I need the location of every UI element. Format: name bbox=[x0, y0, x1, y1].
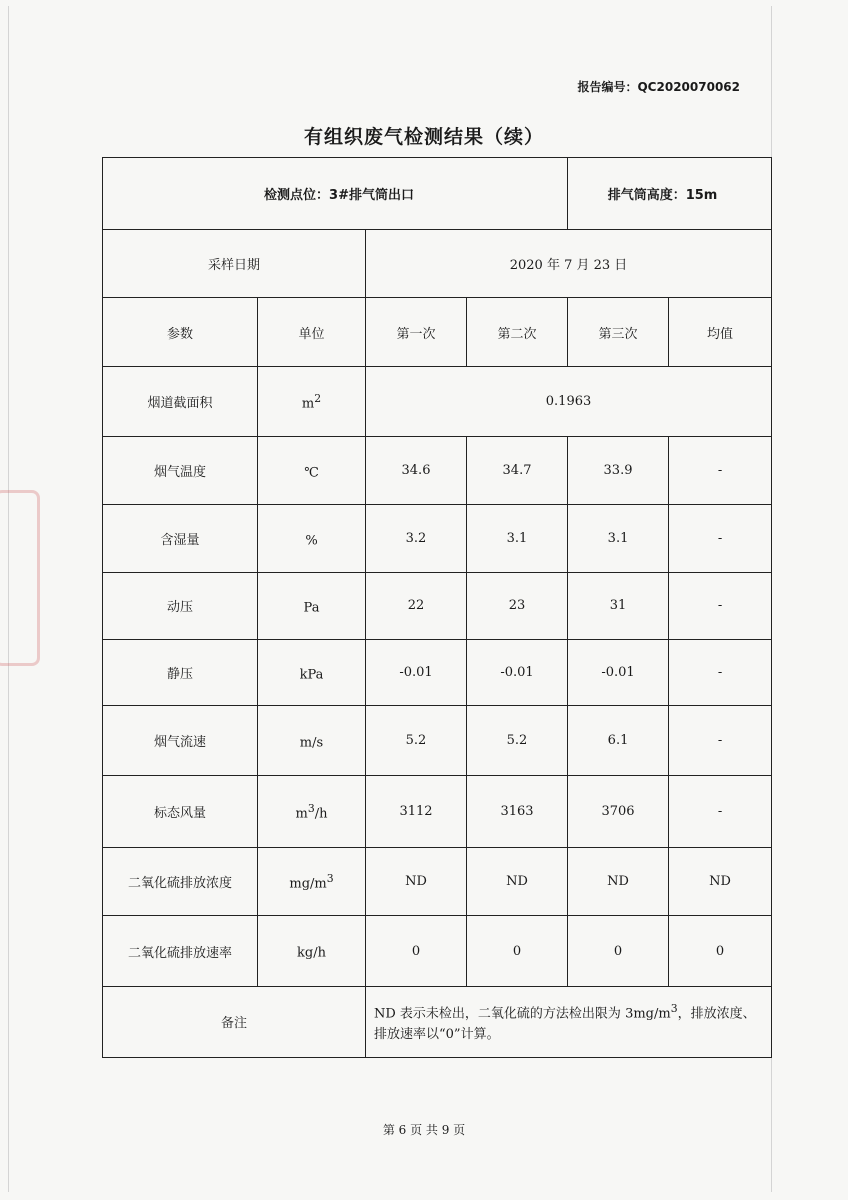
monitoring-location: 检测点位：3#排气筒出口 bbox=[103, 158, 568, 230]
run-3-value: 31 bbox=[568, 573, 669, 639]
run-2-value: 23 bbox=[467, 573, 568, 639]
average-value: - bbox=[669, 776, 772, 848]
run-1-value: 5.2 bbox=[366, 705, 467, 775]
run-3-value: ND bbox=[568, 848, 669, 916]
table-row bbox=[103, 639, 772, 705]
unit-cell bbox=[258, 916, 366, 986]
note-label: 备注 bbox=[103, 986, 366, 1057]
table-row bbox=[103, 848, 772, 916]
header-run-1: 第一次 bbox=[366, 298, 467, 366]
param-name: 静压 bbox=[103, 639, 258, 705]
flue-area-row bbox=[103, 366, 772, 436]
param-name: 动压 bbox=[103, 573, 258, 639]
flue-area-value: 0.1963 bbox=[366, 366, 772, 436]
unit-cell bbox=[258, 436, 366, 504]
param-name: 烟气温度 bbox=[103, 436, 258, 504]
run-2-value: ND bbox=[467, 848, 568, 916]
unit-text: m bbox=[301, 395, 315, 411]
unit-superscript: 3 bbox=[326, 872, 334, 886]
unit-cell bbox=[258, 639, 366, 705]
unit-text: ℃ bbox=[304, 465, 319, 481]
note-text: ND 表示未检出，二氧化硫的方法检出限为 $3mg/m^3$，排放浓度、排放速率以“0”计算。 bbox=[366, 986, 772, 1057]
results-table bbox=[102, 157, 772, 1058]
run-1-value: 22 bbox=[366, 573, 467, 639]
column-header-row bbox=[103, 298, 772, 366]
unit-text: % bbox=[305, 533, 318, 549]
average-value: - bbox=[669, 436, 772, 504]
run-1-value: 34.6 bbox=[366, 436, 467, 504]
run-2-value: 3.1 bbox=[467, 505, 568, 573]
stack-height: 排气筒高度：15m bbox=[568, 158, 772, 230]
param-name: 含湿量 bbox=[103, 505, 258, 573]
sampling-date-row bbox=[103, 230, 772, 298]
run-1-value: 3112 bbox=[366, 776, 467, 848]
run-3-value: 0 bbox=[568, 916, 669, 986]
unit-cell bbox=[258, 705, 366, 775]
unit-text: kg/h bbox=[297, 945, 326, 961]
table-row bbox=[103, 436, 772, 504]
table-row bbox=[103, 573, 772, 639]
sampling-date-value: 2020 年 7 月 23 日 bbox=[366, 230, 772, 298]
unit-text: m/s bbox=[299, 735, 324, 751]
sampling-date-label: 采样日期 bbox=[103, 230, 366, 298]
unit-cell bbox=[258, 776, 366, 848]
run-1-value: 3.2 bbox=[366, 505, 467, 573]
run-3-value: 3706 bbox=[568, 776, 669, 848]
location-row bbox=[103, 158, 772, 230]
header-average: 均值 bbox=[669, 298, 772, 366]
run-2-value: 3163 bbox=[467, 776, 568, 848]
average-value: 0 bbox=[669, 916, 772, 986]
run-2-value: 0 bbox=[467, 916, 568, 986]
average-value: - bbox=[669, 505, 772, 573]
unit-text: kPa bbox=[299, 666, 324, 682]
data-rows bbox=[103, 436, 772, 986]
report-number: 报告编号：QC2020070062 bbox=[577, 80, 740, 94]
header-run-2: 第二次 bbox=[467, 298, 568, 366]
header-param: 参数 bbox=[103, 298, 258, 366]
run-2-value: 34.7 bbox=[467, 436, 568, 504]
table-row bbox=[103, 705, 772, 775]
run-3-value: 33.9 bbox=[568, 436, 669, 504]
param-name: 标态风量 bbox=[103, 776, 258, 848]
param-name: 烟道截面积 bbox=[103, 366, 258, 436]
page-footer: 第 6 页 共 9 页 bbox=[382, 1123, 466, 1137]
average-value: ND bbox=[669, 848, 772, 916]
run-3-value: -0.01 bbox=[568, 639, 669, 705]
run-1-value: ND bbox=[366, 848, 467, 916]
unit-text: mg/m bbox=[289, 876, 327, 892]
average-value: - bbox=[669, 705, 772, 775]
unit-text: m bbox=[295, 806, 308, 822]
unit-cell bbox=[258, 505, 366, 573]
run-3-value: 3.1 bbox=[568, 505, 669, 573]
header-run-3: 第三次 bbox=[568, 298, 669, 366]
header-unit: 单位 bbox=[258, 298, 366, 366]
param-name: 烟气流速 bbox=[103, 705, 258, 775]
note-row bbox=[103, 986, 772, 1057]
run-3-value: 6.1 bbox=[568, 705, 669, 775]
unit-cell bbox=[258, 573, 366, 639]
unit-text: Pa bbox=[303, 600, 320, 616]
unit-tail: /h bbox=[314, 806, 328, 822]
unit-superscript: 2 bbox=[314, 391, 322, 405]
run-1-value: 0 bbox=[366, 916, 467, 986]
unit-superscript: 3 bbox=[307, 801, 315, 815]
table-row bbox=[103, 916, 772, 986]
unit-cell bbox=[258, 848, 366, 916]
average-value: - bbox=[669, 573, 772, 639]
average-value: - bbox=[669, 639, 772, 705]
unit-cell bbox=[258, 366, 366, 436]
param-name: 二氧化硫排放浓度 bbox=[103, 848, 258, 916]
page-title: 有组织废气检测结果（续） bbox=[303, 126, 544, 148]
red-stamp-mark bbox=[0, 490, 40, 666]
table-row bbox=[103, 505, 772, 573]
run-1-value: -0.01 bbox=[366, 639, 467, 705]
run-2-value: -0.01 bbox=[467, 639, 568, 705]
table-row bbox=[103, 776, 772, 848]
param-name: 二氧化硫排放速率 bbox=[103, 916, 258, 986]
run-2-value: 5.2 bbox=[467, 705, 568, 775]
